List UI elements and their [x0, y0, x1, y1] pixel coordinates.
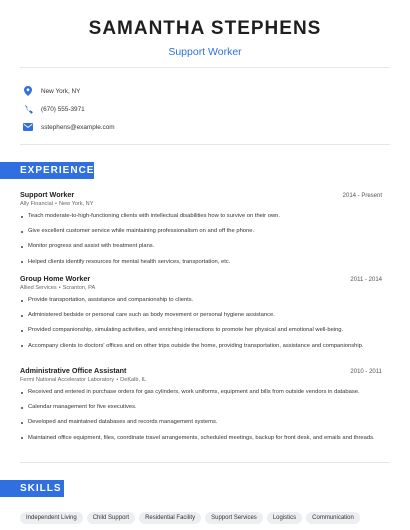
skill-tag: Communication	[306, 512, 360, 524]
job-bullet: Provided companionship, simulating activities, and enriching interactions to promote her physical and emotional well-being.	[20, 327, 382, 334]
job-employer: Allied Services • Scranton, PA	[20, 285, 96, 291]
job-title: Support Worker	[20, 190, 75, 199]
contact-phone-text: (670) 555-3971	[41, 105, 85, 113]
resume-header	[0, 0, 410, 58]
job-bullet: Monitor progress and assist with treatment plans.	[20, 243, 382, 250]
contact-divider	[20, 144, 390, 145]
skills-list	[20, 512, 400, 524]
job-title: Group Home Worker	[20, 274, 91, 283]
skill-tag: Support Services	[205, 512, 263, 524]
skill-tag: Residential Facility	[139, 512, 201, 524]
job-title: Administrative Office Assistant	[20, 366, 127, 375]
job-bullet: Maintained office equipment, files, coordinate travel arrangements, scheduled meetings, backup for front desk, and emails and threads.	[20, 435, 382, 442]
job-bullets	[20, 297, 382, 350]
section-heading-experience: EXPERIENCE	[0, 162, 94, 179]
job-company: Ally Financial	[20, 201, 53, 207]
job-bullet: Developed and maintained databases and records management systems.	[20, 419, 382, 426]
phone-icon	[22, 103, 34, 115]
header-divider	[20, 67, 390, 68]
job-bullets	[20, 213, 382, 266]
job-location: Scranton, PA	[62, 285, 96, 291]
contact-email	[20, 118, 115, 136]
skill-tag: Child Support	[87, 512, 135, 524]
job-bullet: Teach moderate-to-high-functioning clients with intellectual disabilities how to survive on their own.	[20, 213, 382, 220]
job-employer: Fermi National Accelerator Laboratory • DeKalb, IL	[20, 377, 147, 383]
candidate-role: Support Worker	[168, 46, 242, 58]
job-bullet: Administered bedside or personal care such as body movement or personal hygiene assistance.	[20, 312, 382, 319]
job-entry	[20, 274, 382, 358]
job-company: Fermi National Accelerator Laboratory	[20, 377, 115, 383]
skills-divider	[20, 462, 390, 463]
job-dates: 2011 - 2014	[350, 277, 382, 283]
email-icon	[22, 121, 34, 133]
contact-phone	[20, 100, 115, 118]
contact-email-text: sstephens@example.com	[41, 123, 115, 131]
job-location: New York, NY	[58, 201, 94, 207]
job-company: Allied Services	[20, 285, 57, 291]
job-bullets	[20, 389, 382, 442]
skill-tag: Independent Living	[20, 512, 83, 524]
job-bullet: Provide transportation, assistance and companionship to clients.	[20, 297, 382, 304]
job-bullet: Helped clients identify resources for mental health services, transportation, etc.	[20, 259, 382, 266]
contact-list	[20, 82, 115, 136]
location-pin-icon	[22, 85, 34, 97]
job-dates: 2014 - Present	[342, 193, 382, 199]
job-dates: 2010 - 2011	[350, 369, 382, 375]
contact-location	[20, 82, 115, 100]
job-entry	[20, 190, 382, 274]
job-bullet: Received and entered in purchase orders for gas cylinders, work uniforms, equipment and bills from outside vendors in database.	[20, 389, 382, 396]
job-bullet: Give excellent customer service while maintaining professionalism on and off the phone.	[20, 228, 382, 235]
contact-location-text: New York, NY	[41, 87, 81, 95]
skill-tag: Logistics	[267, 512, 302, 524]
job-entry	[20, 366, 382, 450]
candidate-name: SAMANTHA STEPHENS	[88, 18, 322, 39]
job-employer: Ally Financial • New York, NY	[20, 201, 94, 207]
job-bullet: Calendar management for five executives.	[20, 404, 382, 411]
section-heading-skills: SKILLS	[0, 480, 64, 497]
job-bullet: Accompany clients to doctors' offices and on other trips outside the home, providing transportation, assistance and companionship.	[20, 343, 382, 350]
job-location: DeKalb, IL	[120, 377, 147, 383]
